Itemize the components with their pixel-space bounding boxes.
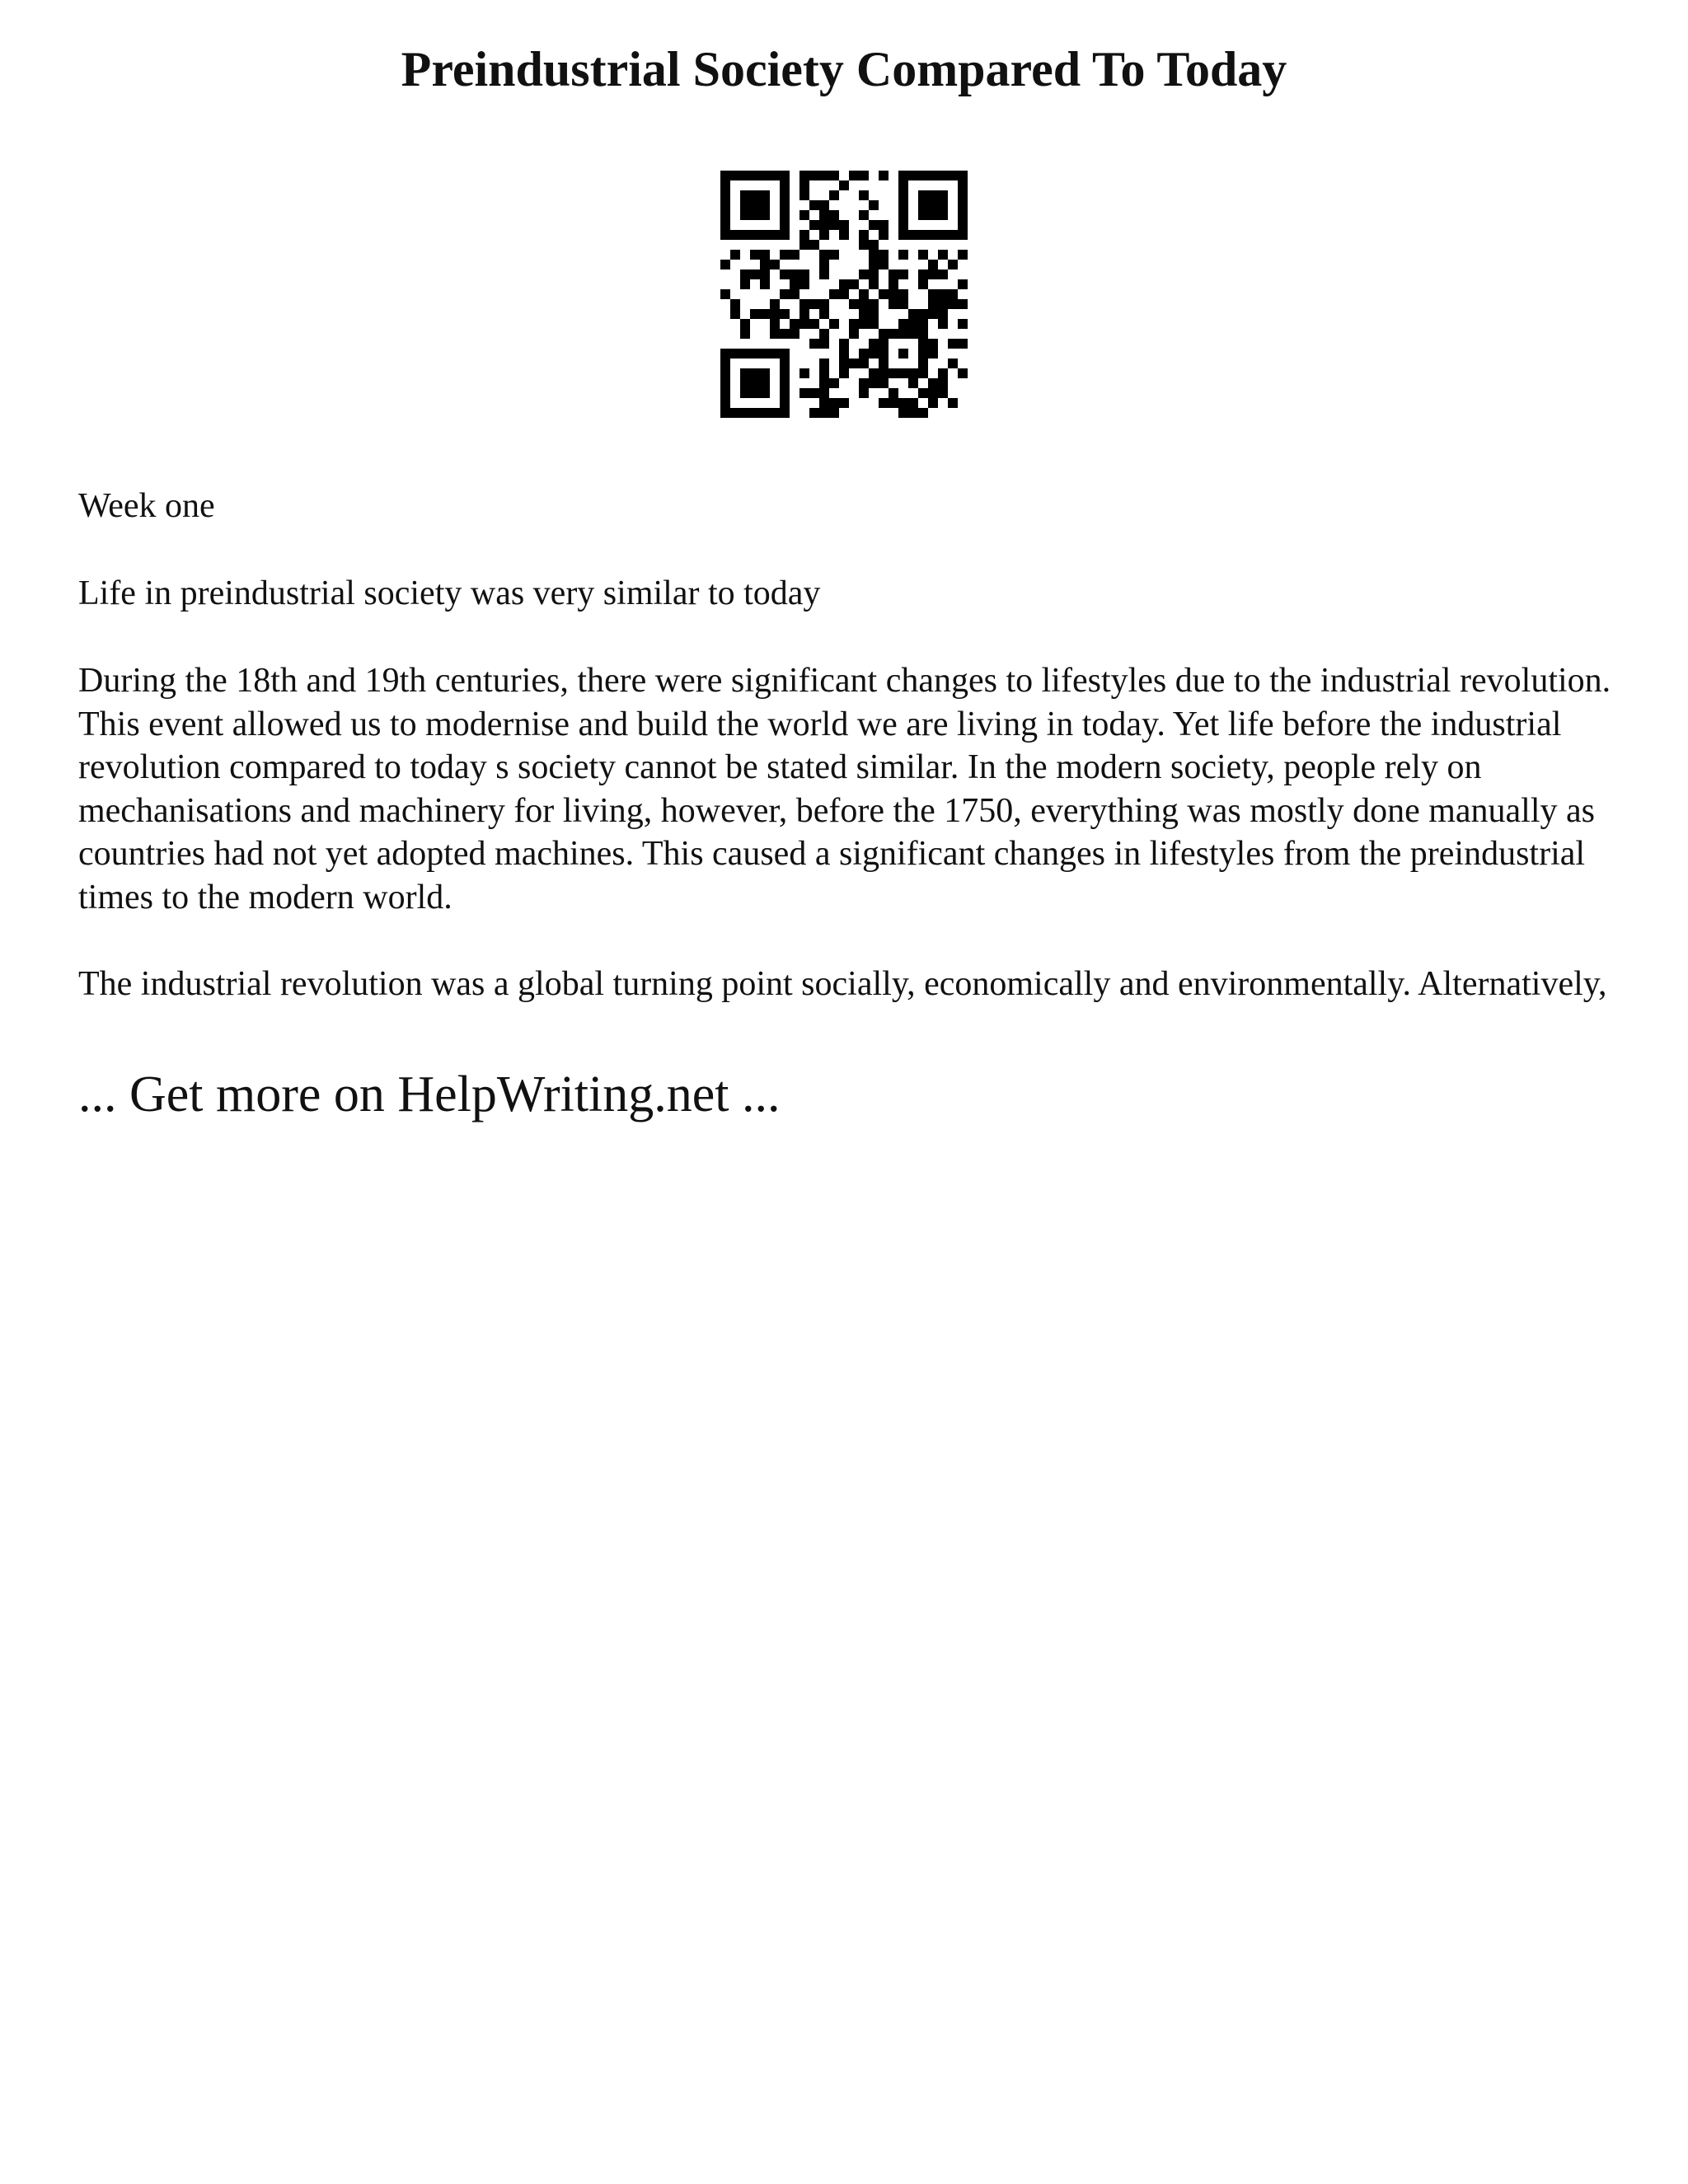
qr-code-icon	[720, 171, 968, 418]
essay-paragraph-intro: During the 18th and 19th centuries, there were significant changes to lifestyles due to the industrial revolution. This event allowed us to modernise and build the world we are living in today. Yet life before the industrial revolution compared to today s society cannot be stated similar. In the modern society, people rely on mechanisations and machinery for living, however, before the 1750, everything was mostly done manually as countries had not yet adopted machines. This caused a significant changes in lifestyles from the preindustrial times to the modern world.	[78, 662, 1611, 916]
week-label: Week one	[78, 487, 215, 525]
essay-prompt: Life in preindustrial society was very similar to today	[78, 574, 821, 612]
essay-paragraph-industrial-revolution: The industrial revolution was a global turning point socially, economically and environmentally. Alternatively,	[78, 965, 1607, 1003]
get-more-link[interactable]: ... Get more on HelpWriting.net ...	[78, 1066, 781, 1122]
page-title: Preindustrial Society Compared To Today	[401, 42, 1287, 96]
